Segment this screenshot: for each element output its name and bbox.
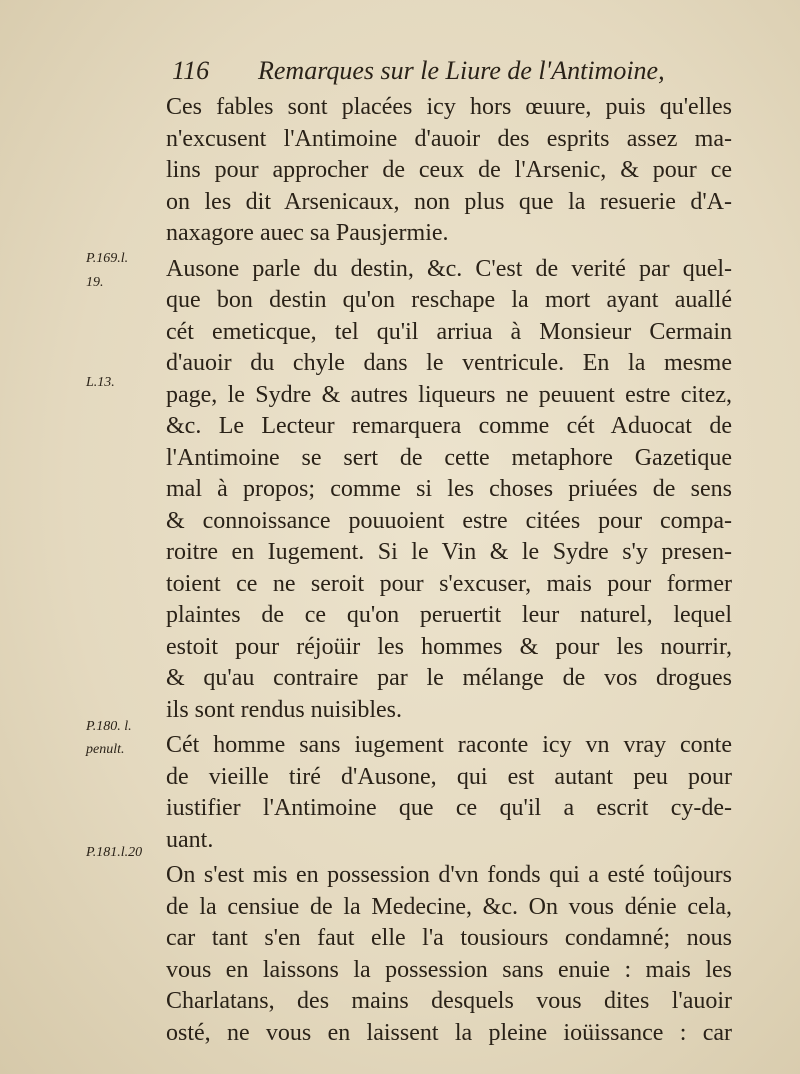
body-text (166, 92, 732, 1049)
margin-note: 19. (86, 275, 104, 290)
text-line: naxagore auec sa Pausjermie. (166, 220, 449, 246)
text-line: On s'est mis en possession d'vn fonds qui a esté toûjours (166, 862, 732, 888)
text-line: Charlatans, des mains desquels vous dites l'auoir (166, 988, 732, 1014)
text-line: Cét homme sans iugement raconte icy vn vray conte (166, 732, 732, 758)
text-line: car tant s'en faut elle l'a tousiours condamné; nous (166, 925, 732, 951)
text-line: iustifier l'Antimoine que ce qu'il a escrit cy-de- (166, 795, 732, 821)
page-number: 116 (172, 56, 210, 85)
margin-note: penult. (86, 742, 125, 757)
margin-note: P.180. l. (86, 719, 132, 734)
text-line: vous en laissons la possession sans enuie : mais les (166, 956, 732, 983)
text-line: roitre en Iugement. Si le Vin & le Sydre s'y presen- (166, 539, 732, 565)
text-line: osté, ne vous en laissent la pleine ioüissance : car (166, 1019, 732, 1046)
margin-note: L.13. (86, 375, 115, 390)
text-line: &c. Le Lecteur remarquera comme cét Aduocat de (166, 413, 732, 439)
text-line: plaintes de ce qu'on peruertit leur naturel, lequel (166, 602, 732, 628)
margin-note: P.181.l.20 (86, 845, 143, 860)
text-line: & connoissance pouuoient estre citées pour compa- (166, 507, 732, 534)
text-line: Ausone parle du destin, &c. C'est de verité par quel- (166, 255, 732, 282)
page-header (172, 56, 692, 92)
text-line: d'auoir du chyle dans le ventricule. En la mesme (166, 350, 732, 376)
text-line: lins pour approcher de ceux de l'Arsenic, & pour ce (166, 157, 732, 183)
text-line: l'Antimoine se sert de cette metaphore Gazetique (166, 444, 732, 471)
text-line: uant. (166, 826, 214, 853)
text-line: & qu'au contraire par le mélange de vos drogues (166, 665, 732, 691)
text-line: Ces fables sont placées icy hors œuure, puis qu'elles (166, 94, 732, 120)
text-line: que bon destin qu'on reschape la mort ayant auallé (166, 287, 732, 313)
text-line: toient ce ne seroit pour s'excuser, mais pour former (166, 570, 732, 597)
text-line: de vieille tiré d'Ausone, qui est autant peu pour (166, 763, 732, 790)
text-line: n'excusent l'Antimoine d'auoir des esprits assez ma- (166, 125, 732, 152)
text-line: mal à propos; comme si les choses priuées de sens (166, 476, 732, 502)
text-line: de la censiue de la Medecine, &c. On vous dénie cela, (166, 893, 732, 920)
text-line: ils sont rendus nuisibles. (166, 696, 403, 723)
text-line: cét emeticque, tel qu'il arriua à Monsieur Cermain (166, 318, 732, 345)
text-line: estoit pour réjoüir les hommes & pour les nourrir, (166, 633, 732, 660)
margin-note: P.169.l. (86, 251, 129, 266)
running-title: Remarques sur le Liure de l'Antimoine, (258, 56, 665, 85)
text-line: on les dit Arsenicaux, non plus que la resuerie d'A- (166, 188, 732, 215)
text-line: page, le Sydre & autres liqueurs ne peuuent estre citez, (166, 381, 732, 408)
